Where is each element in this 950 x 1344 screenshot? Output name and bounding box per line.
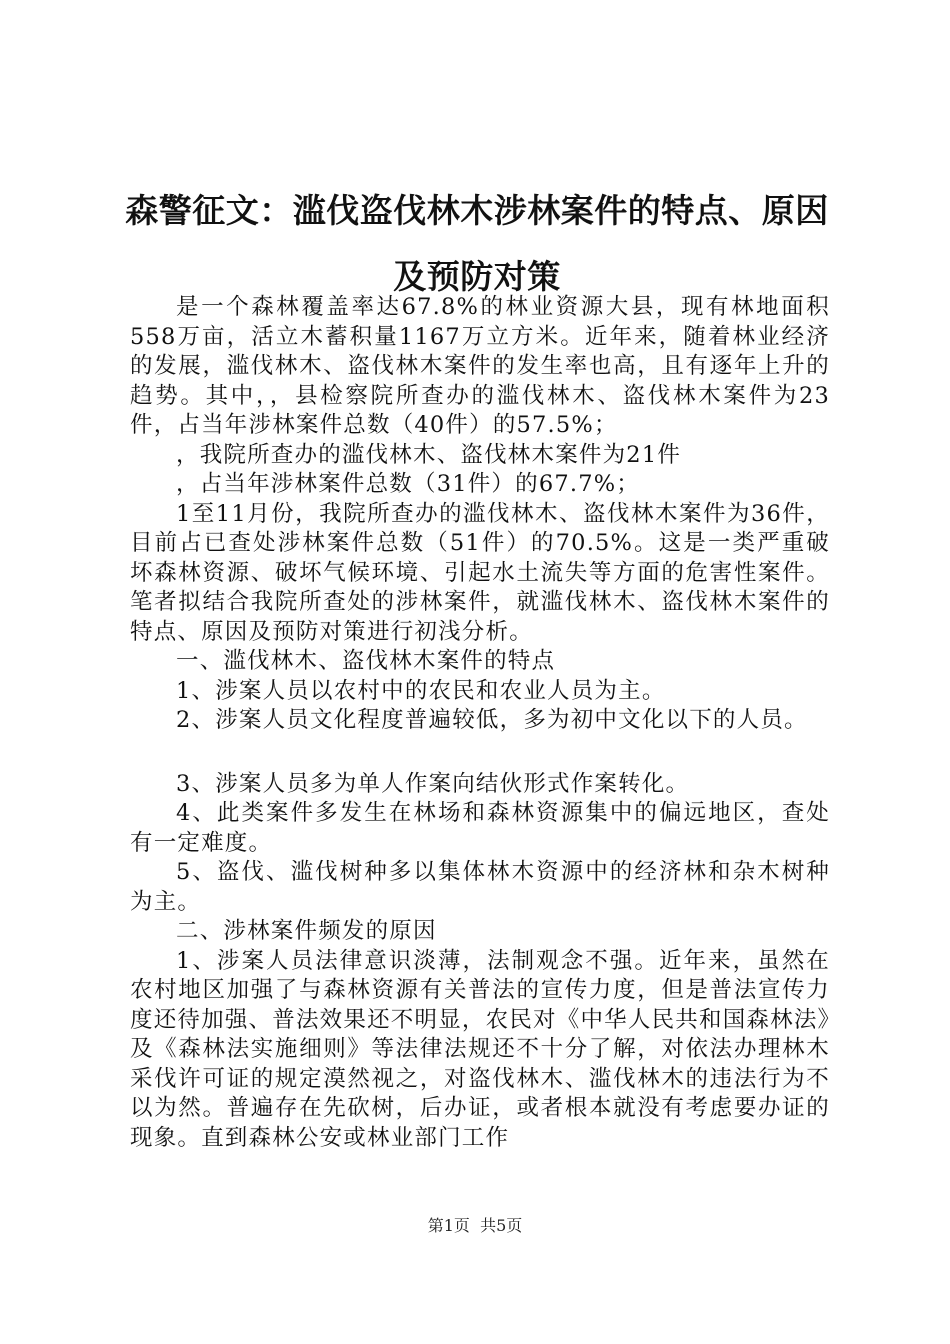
paragraph: ，占当年涉林案件总数（31件）的67.7%； bbox=[176, 471, 641, 497]
list-item: 4、此类案件多发生在林场和森林资源集中的偏远地区，查处有一定难度。 bbox=[130, 800, 830, 856]
paragraph: 是一个森林覆盖率达67.8%的林业资源大县，现有林地面积558万亩，活立木蓄积量1167万立方米。近年来，随着林业经济的发展，滥伐林木、盗伐林木案件的发生率也高，且有逐年上升的趋势。其中，，县检察院所查办的滥伐林木、盗伐林木案件为23件，占当年涉林案件总数（40件）的57.5%； bbox=[130, 294, 830, 438]
list-item: 3、涉案人员多为单人作案向结伙形式作案转化。 bbox=[176, 770, 690, 797]
document-body bbox=[130, 293, 830, 1153]
paragraph: 1至11月份，我院所查办的滥伐林木、盗伐林木案件为36件，目前占已查处涉林案件总数（51件）的70.5%。这是一类严重破坏森林资源、破坏气候环境、引起水土流失等方面的危害性案件。笔者拟结合我院所查处的涉林案件，就滥伐林木、盗伐林木案件的特点、原因及预防对策进行初浅分析。 bbox=[130, 500, 830, 645]
list-item: 1、涉案人员以农村中的农民和农业人员为主。 bbox=[176, 677, 666, 704]
section-heading: 一、滥伐林木、盗伐林木案件的特点 bbox=[176, 648, 556, 674]
page-number: 第1页 共5页 bbox=[427, 1216, 523, 1235]
page-footer bbox=[0, 1215, 950, 1237]
list-item: 2、涉案人员文化程度普遍较低，多为初中文化以下的人员。 bbox=[176, 707, 808, 733]
paragraph: ，我院所查办的滥伐林木、盗伐林木案件为21件 bbox=[176, 441, 682, 468]
list-item: 5、盗伐、滥伐树种多以集体林木资源中的经济林和杂木树种为主。 bbox=[130, 859, 830, 915]
section-heading: 二、涉林案件频发的原因 bbox=[176, 918, 437, 944]
paragraph: 1、涉案人员法律意识淡薄，法制观念不强。近年来，虽然在农村地区加强了与森林资源有关普法的宣传力度，但是普法宣传力度还待加强、普法效果还不明显，农民对《中华人民共和国森林法》及《森林法实施细则》等法律法规还不十分了解，对依法办理林木采伐许可证的规定漠然视之，对盗伐林木、滥伐林木的违法行为不以为然。普遍存在先砍树，后办证，或者根本就没有考虑要办证的现象。直到森林公安或林业部门工作 bbox=[130, 947, 830, 1151]
document-title: 森警征文：滥伐盗伐林木涉林案件的特点、原因及预防对策 bbox=[125, 191, 829, 296]
